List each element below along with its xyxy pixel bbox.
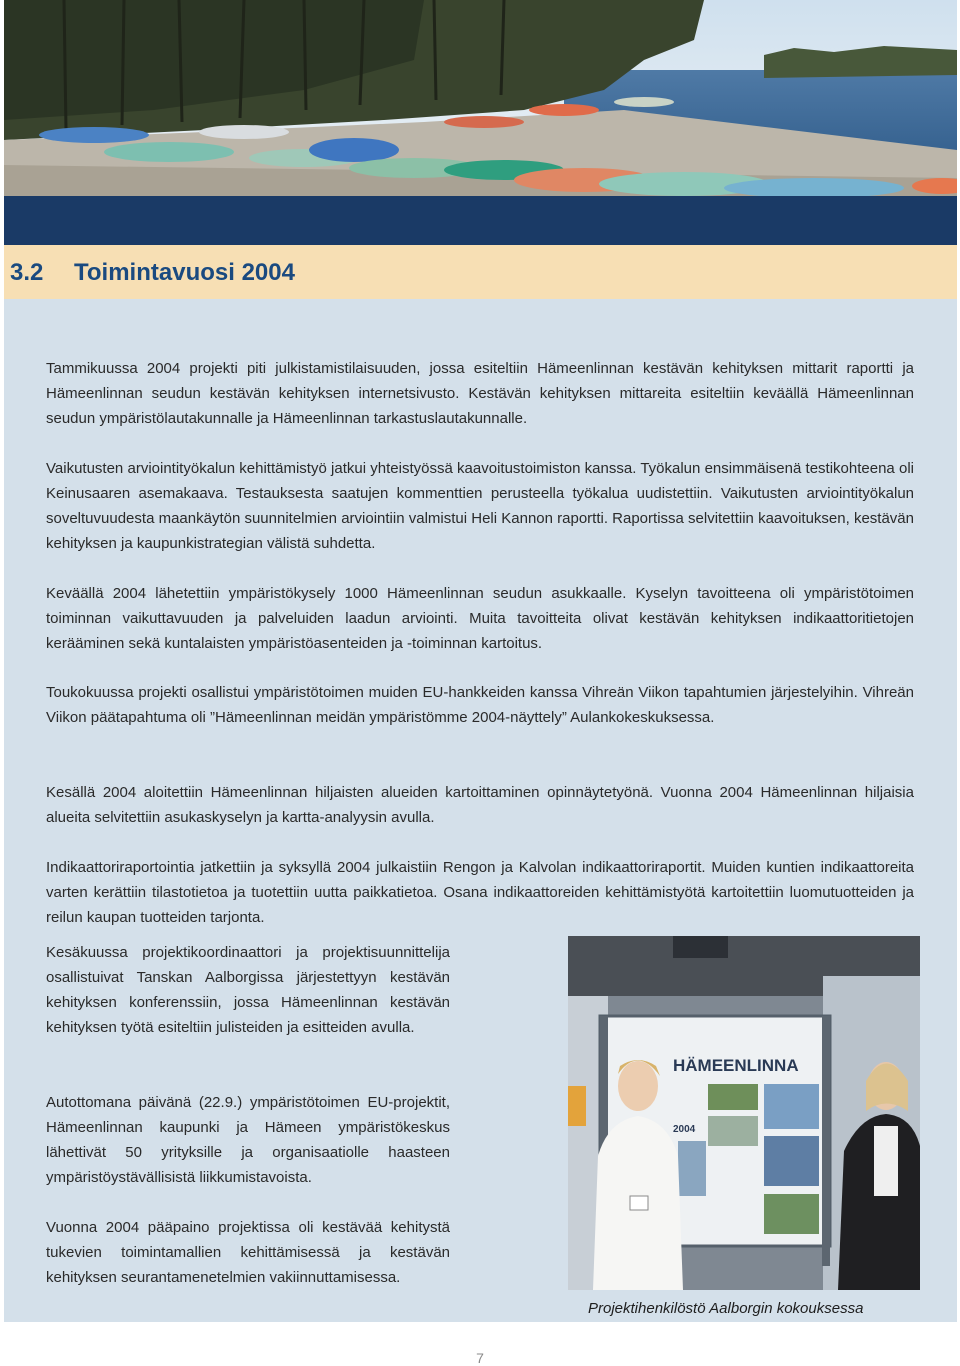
paragraph-8: Autottomana päivänä (22.9.) ympäristötoimen EU-projektit, Hämeenlinnan kaupunki ja Hämeen ympäristökeskus lähettivät 50 yrityksille ja organisaatiolle haasteen ympäristöystävällisistä liikkumistavoista. (46, 1094, 450, 1186)
paragraph-2: Vaikutusten arviointityökalun kehittämistyö jatkui yhteistyössä kaavoitustoimiston kanssa. Työkalun ensimmäisenä testikohteena oli Keinusaaren asemakaava. Testauksesta saatujen kommenttien perusteella työkalua uudistettiin. Vaikutusten arviointityökalun soveltuvuudesta maankäytön suunnitelmien arviointiin valmistui Heli Kannon raportti. Raportissa selvitettiin kaavoituksen, kestävän kehityksen ja kaupunkistrategian välistä suhdetta. (46, 460, 914, 552)
lake-boats-illustration (4, 0, 957, 196)
section-title: Toimintavuosi 2004 (74, 259, 295, 286)
conference-illustration (568, 936, 920, 1290)
poster-title: HÄMEENLINNA (673, 1056, 799, 1075)
paragraph-5: Kesällä 2004 aloitettiin Hämeenlinnan hiljaisten alueiden kartoittaminen opinnäytetyönä. Vuonna 2004 Hämeenlinnan hiljaisia alueita selvitettiin asukaskyselyn ja kartta-analyysin avulla. (46, 784, 914, 826)
paragraph-3: Keväällä 2004 lähetettiin ympäristökysely 1000 Hämeenlinnan seudun asukkaalle. Kyselyn tavoitteena oli ympäristötoimen toiminnan vaikuttavuuden ja palveluiden laadun arviointi. Muita tavoitteita olivat kestävän kehityksen indikaattoritietojen kerääminen sekä kuntalaisten ympäristöasenteiden ja -toiminnan kartoitus. (46, 585, 914, 652)
lake-boats-photo (4, 0, 957, 196)
conference-photo (568, 936, 920, 1290)
paragraph-4: Toukokuussa projekti osallistui ympäristötoimen muiden EU-hankkeiden kanssa Vihreän Viikon tapahtumien järjestelyihin. Vihreän Viikon päätapahtuma oli ”Hämeenlinnan meidän ympäristömme 2004-näyttely” Aulankokeskuksessa. (46, 684, 914, 726)
poster-year: 2004 (673, 1124, 696, 1135)
paragraph-1: Tammikuussa 2004 projekti piti julkistamistilaisuuden, jossa esiteltiin Hämeenlinnan kestävän kehityksen mittarit raportti ja Hämeenlinnan seudun kestävän kehityksen internetsivusto. Kestävän kehityksen mittareita esiteltiin keväällä Hämeenlinnan seudun ympäristölautakunnalle ja Hämeenlinnan tarkastuslautakunnalle. (46, 360, 914, 427)
photo-caption: Projektihenkilöstö Aalborgin kokouksessa (588, 1300, 864, 1317)
section-number: 3.2 (10, 259, 44, 286)
paragraph-7: Kesäkuussa projektikoordinaattori ja projektisuunnittelija osallistuivat Tanskan Aalborgissa järjestettyyn kestävän kehityksen konferenssiin, jossa Hämeenlinnan kestävän kehityksen työtä esiteltiin julisteiden ja esitteiden avulla. (46, 944, 450, 1036)
page-number: 7 (476, 1350, 484, 1366)
header-band (4, 196, 957, 245)
paragraph-9: Vuonna 2004 pääpaino projektissa oli kestävää kehitystä tukevien toimintamallien kehittämisessä ja kestävän kehityksen seurantamenetelmien vakiinnuttamisessa. (46, 1219, 450, 1286)
paragraph-6: Indikaattoriraportointia jatkettiin ja syksyllä 2004 julkaistiin Rengon ja Kalvolan indikaattoriraportit. Muiden kuntien indikaattoreita varten kerättiin tilastotietoa ja tuotettiin uutta paikkatietoa. Osana indikaattoreiden kehittämistyötä kartoitettiin luomutuotteiden ja reilun kaupan tuotteiden tarjonta. (46, 859, 914, 926)
section-header (4, 245, 957, 299)
